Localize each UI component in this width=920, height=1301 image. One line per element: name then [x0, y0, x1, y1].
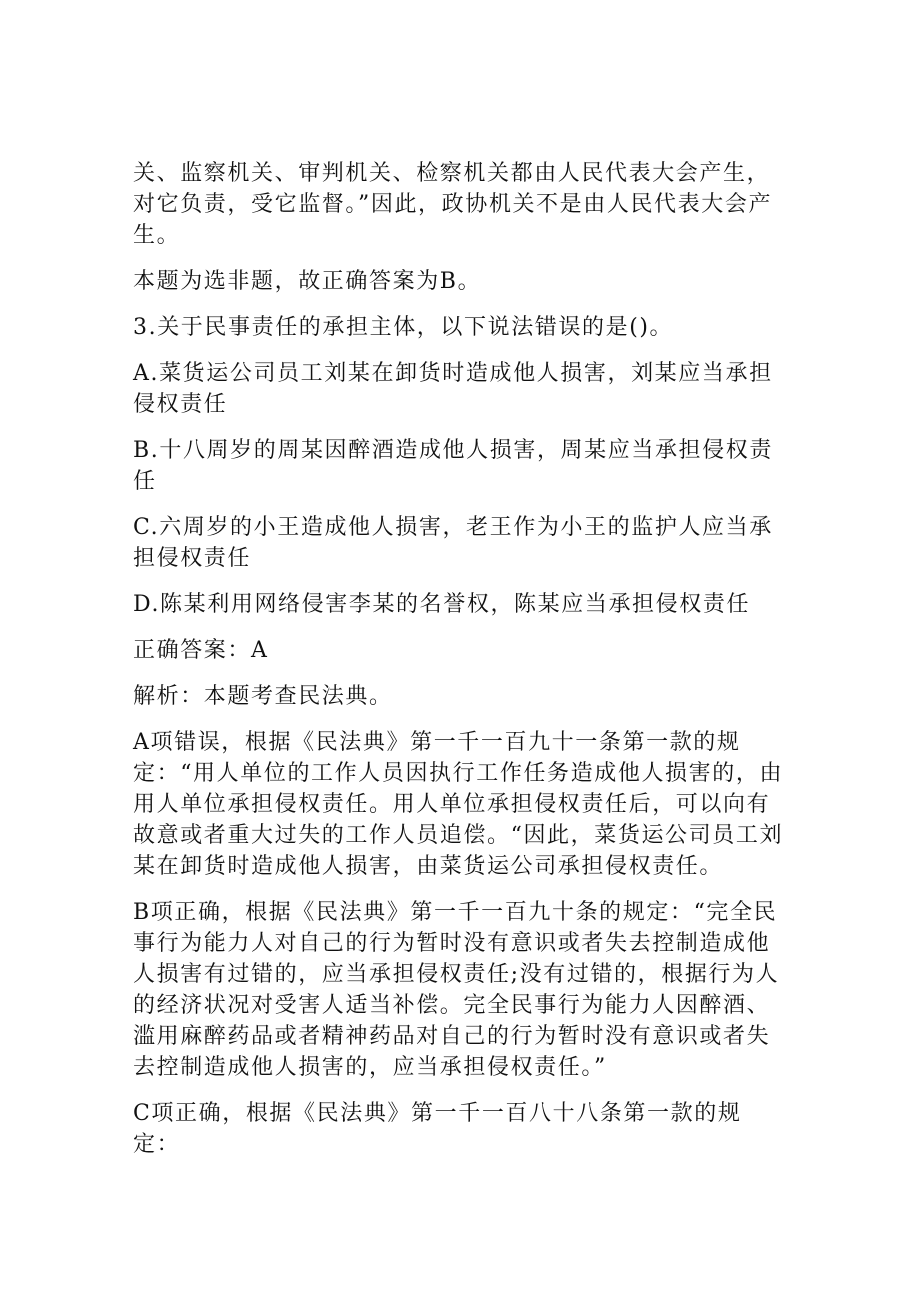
option-b: B.十八周岁的周某因醉酒造成他人损害，周某应当承担侵权责任 — [133, 438, 773, 494]
option-d: D.陈某利用网络侵害李某的名誉权，陈某应当承担侵权责任 — [133, 592, 751, 617]
paragraph-answer-summary: 本题为选非题，故正确答案为B。 — [133, 269, 482, 294]
option-c: C.六周岁的小王造成他人损害，老王作为小王的监护人应当承担侵权责任 — [133, 515, 773, 571]
document-body — [133, 158, 788, 1175]
analysis-option-c: C项正确，根据《民法典》第一千一百八十八条第一款的规定： — [133, 1101, 742, 1157]
analysis-option-a: A项错误，根据《民法典》第一千一百九十一条第一款的规定：“用人单位的工作人员因执行工作任务造成他人损害的，由用人单位承担侵权责任。用人单位承担侵权责任后，可以向有故意或者重大过失的工作人员追偿。“因此，菜货运公司员工刘某在卸货时造成他人损害，由菜货运公司承担侵权责任。 — [133, 730, 784, 879]
paragraph-previous-explanation-end: 关、监察机关、审判机关、检察机关都由人民代表大会产生，对它负责，受它监督。”因此，政协机关不是由人民代表大会产生。 — [133, 161, 773, 248]
analysis-option-b: B项正确，根据《民法典》第一千一百九十条的规定：“完全民事行为能力人对自己的行为暂时没有意识或者失去控制造成他人损害有过错的，应当承担侵权责任;没有过错的，根据行为人的经济状况对受害人适当补偿。完全民事行为能力人因醉酒、滥用麻醉药品或者精神药品对自己的行为暂时没有意识或者失去控制造成他人损害的，应当承担侵权责任。” — [133, 900, 780, 1080]
correct-answer: 正确答案：A — [133, 638, 269, 663]
option-a: A.菜货运公司员工刘某在卸货时造成他人损害，刘某应当承担侵权责任 — [133, 361, 773, 417]
analysis-intro: 解析：本题考查民法典。 — [133, 684, 393, 709]
question-3-stem: 3.关于民事责任的承担主体，以下说法错误的是()。 — [133, 315, 674, 340]
